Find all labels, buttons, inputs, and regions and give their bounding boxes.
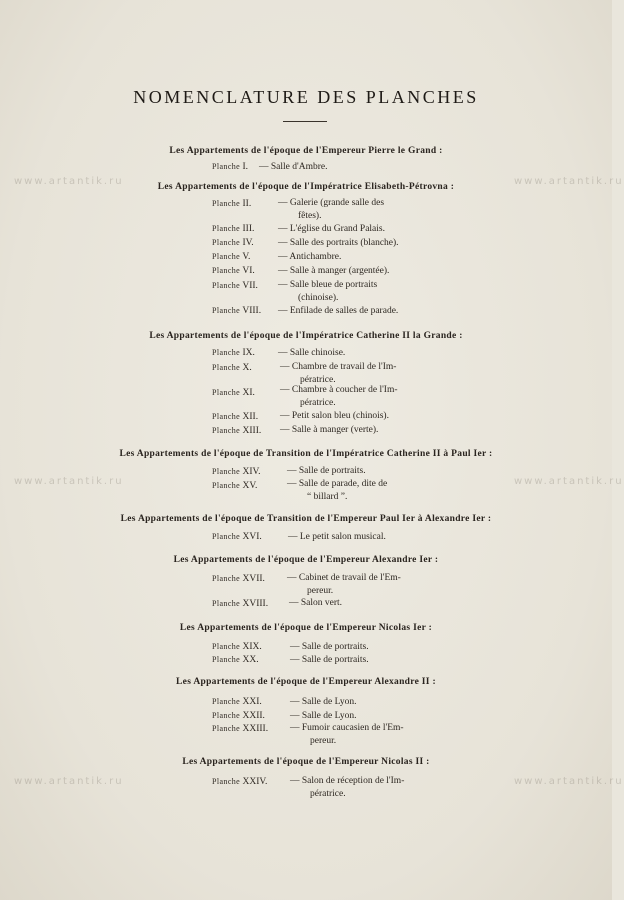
watermark: www.artantik.ru (14, 776, 124, 787)
plate-description: — Le petit salon musical. (288, 532, 386, 542)
plate-description: — Salle de parade, dite de “ billard ”. (287, 479, 388, 502)
plate-description: — Salle de portraits. (290, 655, 369, 665)
plate-label: Planche VIII. (212, 306, 262, 316)
plate-label: Planche V. (212, 252, 251, 262)
plate-label: Planche X. (212, 363, 252, 373)
plate-label: Planche II. (212, 199, 252, 209)
plate-label: Planche XV. (212, 481, 258, 491)
plate-description: — Cabinet de travail de l'Em- pereur. (287, 573, 401, 596)
section-header: Les Appartements de l'époque de l'Empereur Alexandre Ier : (173, 555, 439, 565)
plate-description: — Petit salon bleu (chinois). (280, 411, 389, 421)
plate-label: Planche IX. (212, 348, 255, 358)
section-header: Les Appartements de l'époque de l'Empereur Pierre le Grand : (169, 146, 443, 156)
plate-description: — Chambre à coucher de l'Im- pératrice. (280, 385, 398, 408)
section-header: Les Appartements de l'époque de l'Impératrice Catherine II la Grande : (149, 331, 463, 341)
plate-label: Planche XII. (212, 412, 259, 422)
plate-description: — Salon vert. (289, 598, 343, 608)
watermark: www.artantik.ru (14, 176, 124, 187)
plate-label: Planche XVII. (212, 574, 265, 584)
plate-label: Planche XI. (212, 388, 255, 398)
plate-label: Planche XX. (212, 655, 259, 665)
watermark: www.artantik.ru (514, 176, 624, 187)
plate-description: — Salle des portraits (blanche). (278, 238, 399, 248)
plate-description: — Salle de Lyon. (290, 697, 357, 707)
plate-description: — Fumoir caucasien de l'Em- pereur. (290, 723, 404, 746)
plate-description: — Salon de réception de l'Im- pératrice. (290, 776, 405, 799)
section-header: Les Appartements de l'époque de Transition de l'Empereur Paul Ier à Alexandre Ier : (120, 514, 492, 524)
plate-label: Planche IV. (212, 238, 254, 248)
plate-description: — Salle à manger (verte). (280, 425, 379, 435)
title-rule (283, 121, 327, 122)
section-header: Les Appartements de l'époque de l'Empereur Nicolas Ier : (179, 623, 433, 633)
plate-label: Planche XXIII. (212, 724, 269, 734)
plate-description: — Galerie (grande salle des fêtes). (278, 198, 385, 221)
plate-description: — Salle de portraits. (287, 466, 366, 476)
plate-label: Planche XIV. (212, 467, 261, 477)
plate-label: Planche XVI. (212, 532, 262, 542)
plate-label: Planche XXII. (212, 711, 265, 721)
plate-description: — Salle bleue de portraits (chinoise). (278, 280, 378, 303)
plate-description: — Chambre de travail de l'Im- pératrice. (280, 362, 397, 385)
plate-label: Planche VI. (212, 266, 255, 276)
plate-label: Planche XIII. (212, 426, 262, 436)
plate-label: Planche III. (212, 224, 255, 234)
page-title: NOMENCLATURE DES PLANCHES (133, 87, 479, 107)
section-header: Les Appartements de l'époque de Transition de l'Impératrice Catherine II à Paul Ier : (119, 449, 493, 459)
plate-description: — Enfilade de salles de parade. (278, 306, 399, 316)
section-header: Les Appartements de l'époque de l'Empereur Alexandre II : (176, 677, 436, 687)
section-header: Les Appartements de l'époque de l'Empereur Nicolas II : (182, 757, 430, 767)
plate-description: — Antichambre. (278, 252, 342, 262)
plate-label: Planche VII. (212, 281, 258, 291)
plate-label: Planche XIX. (212, 642, 262, 652)
plate-description: — L'église du Grand Palais. (278, 224, 385, 234)
plate-label: Planche XVIII. (212, 599, 269, 609)
plate-description: — Salle chinoise. (278, 348, 346, 358)
plate-description: — Salle de portraits. (290, 642, 369, 652)
plate-label: Planche XXIV. (212, 777, 268, 787)
plate-description: — Salle à manger (argentée). (278, 266, 390, 276)
plate-label: Planche I. (212, 162, 249, 172)
section-header: Les Appartements de l'époque de l'Impératrice Elisabeth-Pétrovna : (157, 182, 455, 192)
watermark: www.artantik.ru (514, 776, 624, 787)
watermark: www.artantik.ru (14, 476, 124, 487)
plate-label: Planche XXI. (212, 697, 262, 707)
plate-description: — Salle de Lyon. (290, 711, 357, 721)
watermark: www.artantik.ru (514, 476, 624, 487)
plate-description: — Salle d'Ambre. (259, 162, 328, 172)
